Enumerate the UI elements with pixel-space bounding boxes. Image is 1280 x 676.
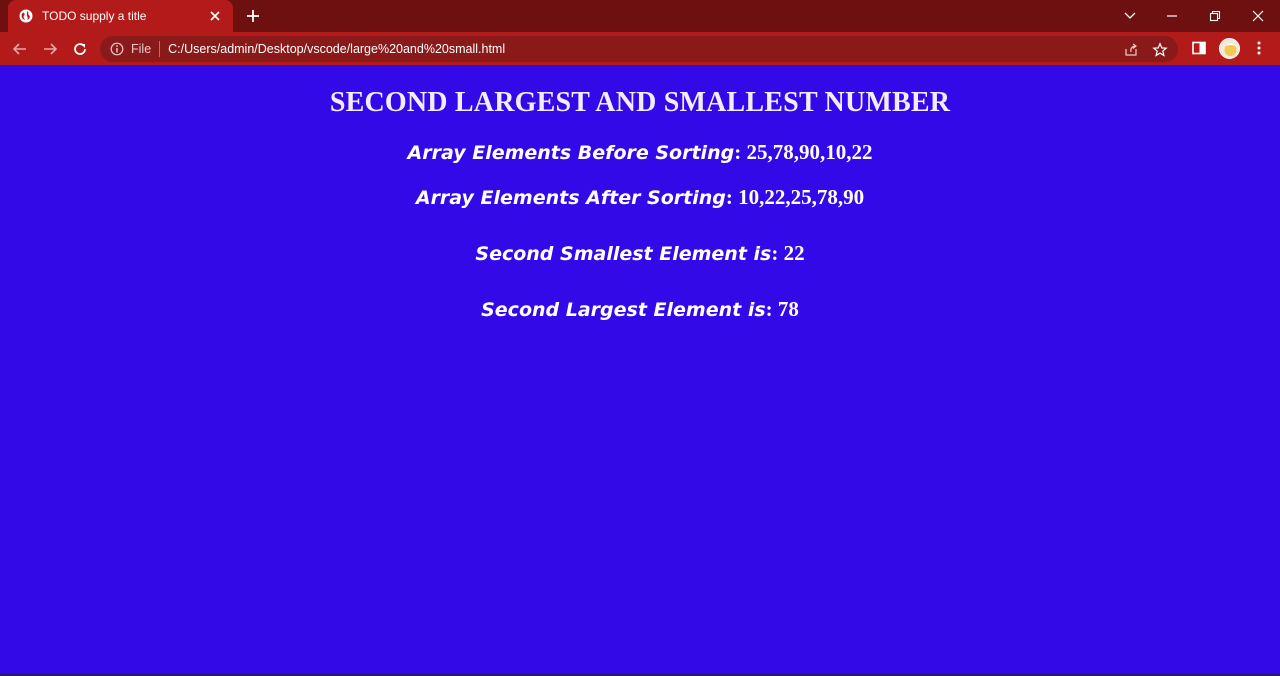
after-sorting-line [0, 185, 1280, 210]
minimize-icon[interactable] [1150, 0, 1194, 32]
share-icon[interactable] [1122, 41, 1140, 59]
close-window-icon[interactable] [1236, 0, 1280, 32]
globe-icon [18, 8, 34, 24]
side-panel-icon[interactable] [1188, 37, 1210, 59]
menu-icon[interactable] [1248, 37, 1270, 59]
browser-toolbar [0, 32, 1280, 66]
second-largest-line [0, 297, 1280, 322]
before-sorting-value: : 25,78,90,10,22 [734, 140, 873, 164]
after-sorting-label: Array Elements After Sorting [415, 187, 726, 209]
reload-icon[interactable] [68, 38, 92, 60]
tab-search-icon[interactable] [1108, 0, 1152, 32]
omnibox-separator [159, 41, 160, 57]
second-smallest-value: : 22 [771, 241, 805, 265]
tab-title: TODO supply a title [42, 9, 147, 23]
address-bar[interactable] [100, 36, 1178, 62]
url-text[interactable]: C:/Users/admin/Desktop/vscode/large%20and%20small.html [168, 42, 506, 56]
page-content [0, 67, 1280, 674]
restore-icon[interactable] [1193, 0, 1237, 32]
second-smallest-line [0, 241, 1280, 266]
file-label: File [131, 42, 152, 56]
title-bar [0, 0, 1280, 32]
info-icon[interactable] [110, 42, 124, 56]
close-tab-icon[interactable] [207, 8, 223, 24]
back-icon[interactable] [8, 38, 32, 60]
bookmark-star-icon[interactable] [1151, 41, 1169, 59]
before-sorting-label: Array Elements Before Sorting [407, 142, 735, 164]
second-largest-label: Second Largest Element is [481, 299, 766, 321]
page-heading: SECOND LARGEST AND SMALLEST NUMBER [329, 87, 951, 118]
second-smallest-label: Second Smallest Element is [475, 243, 772, 265]
after-sorting-value: : 10,22,25,78,90 [725, 185, 865, 209]
browser-tab[interactable] [8, 0, 233, 32]
new-tab-icon[interactable] [244, 7, 262, 25]
profile-avatar[interactable] [1219, 38, 1240, 59]
forward-icon[interactable] [38, 38, 62, 60]
second-largest-value: : 78 [765, 297, 799, 321]
before-sorting-line [0, 140, 1280, 165]
